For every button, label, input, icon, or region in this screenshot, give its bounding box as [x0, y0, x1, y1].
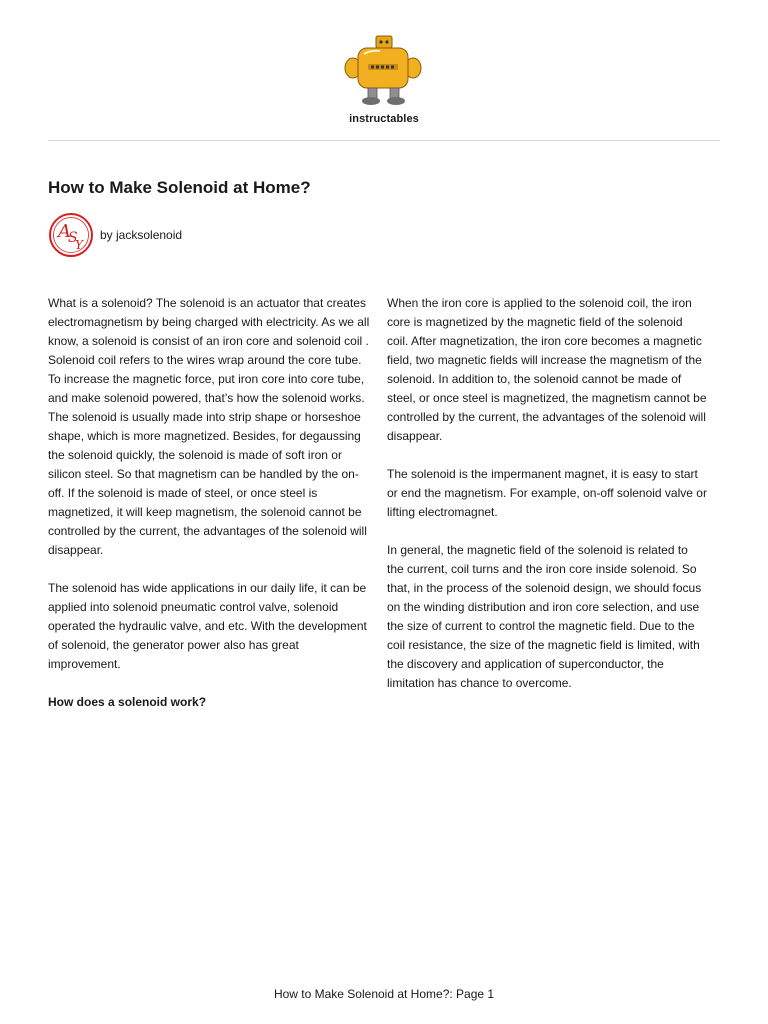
svg-text:Y: Y	[75, 238, 83, 252]
author-byline: by jacksolenoid	[100, 228, 183, 242]
right-column	[387, 294, 707, 712]
svg-text:S: S	[68, 230, 78, 246]
author-avatar-logo-icon	[48, 212, 94, 258]
page-header	[0, 0, 768, 142]
section-heading: How does a solenoid work?	[48, 695, 207, 709]
paragraph: When the iron core is applied to the solenoid coil, the iron core is magnetized by the magnetic field of the solenoid coil. After magnetization, the iron core becomes a magnetic field, two magnetic fields will increase the magnetism of the solenoid. In addition to, the solenoid cannot be made of steel, or once steel is magnetized, the magnetism cannot be controlled by the current, the advantages of the solenoid will disappear.	[387, 296, 707, 443]
brand-name: instructables	[349, 113, 419, 125]
instructables-robot-icon	[340, 34, 426, 110]
article-title: How to Make Solenoid at Home?	[48, 178, 311, 197]
left-column	[48, 294, 370, 712]
paragraph: The solenoid has wide applications in our daily life, it can be applied into solenoid pneumatic control valve, solenoid operated the hydraulic valve, and etc. With the development of solenoid, the generator power also has great improvement.	[48, 581, 367, 671]
paragraph: The solenoid is the impermanent magnet, it is easy to start or end the magnetism. For example, on-off solenoid valve or lifting electromagnet.	[387, 467, 707, 519]
paragraph: What is a solenoid? The solenoid is an actuator that creates electromagnetism by being charged with electricity. As we all know, a solenoid is consist of an iron core and solenoid coil . Solenoid coil refers to the wires wrap around the core tube. To increase the magnetic force, put iron core into core tube, and make solenoid powered, that’s how the solenoid works. The solenoid is usually made into strip shape or horseshoe shape, which is more magnetized. Besides, for degaussing the solenoid quickly, the solenoid is made of soft iron or silicon steel. So that magnetism can be handled by the on-off. If the solenoid is made of steel, or once steel is magnetized, it will keep magnetism, the solenoid cannot be controlled by the current, the advantages of the solenoid will disappear.	[48, 296, 370, 557]
page-footer: How to Make Solenoid at Home?: Page 1	[273, 987, 495, 1001]
paragraph: In general, the magnetic field of the solenoid is related to the current, coil turns and the iron core inside solenoid. So that, in the process of the solenoid design, we should focus on the winding distribution and iron core selection, and use the size of current to control the magnetic field. Due to the coil resistance, the size of the magnetic field is limited, with the discovery and application of superconductor, the limitation has chance to overcome.	[387, 543, 702, 690]
svg-text:A: A	[58, 221, 71, 242]
header-divider	[48, 140, 720, 141]
